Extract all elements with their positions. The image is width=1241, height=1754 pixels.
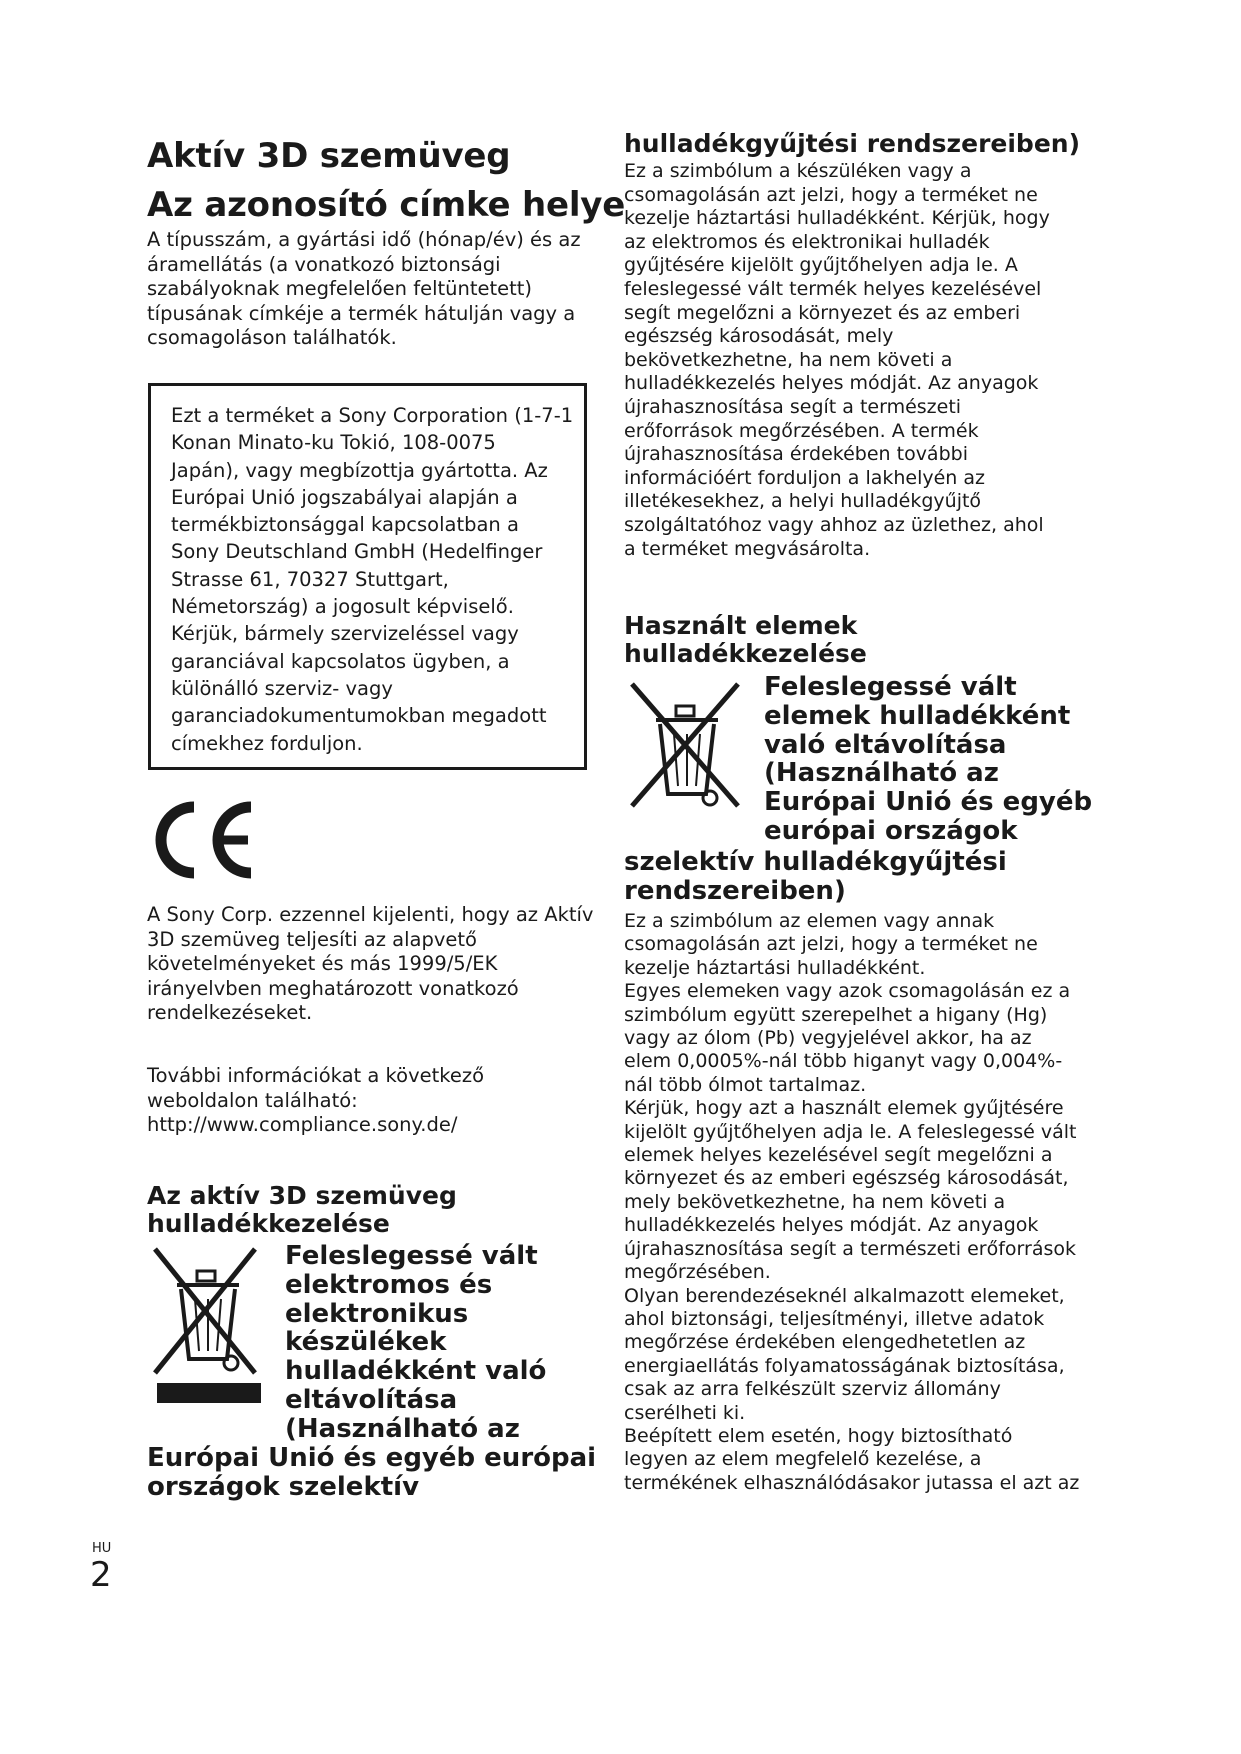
weee-heading-cont: hulladékgyűjtési rendszereiben) [624, 129, 1080, 158]
weee-bin-icon [147, 1245, 265, 1403]
battery-subheading-cont: szelektív hulladékgyűjtési rendszereiben) [624, 847, 1007, 906]
battery-bin-icon [626, 680, 746, 810]
label-location-heading: Az azonosító címke helye [147, 185, 626, 225]
glasses-disposal-heading: Az aktív 3D szemüveg hulladékkezelése [147, 1181, 457, 1238]
more-info-text: További információkat a következő weboldalon található: http://www.compliance.sony.de/ [147, 1064, 587, 1138]
weee-subheading-cont: Európai Unió és egyéb európai országok szelektív [147, 1443, 597, 1502]
label-location-text: A típusszám, a gyártási idő (hónap/év) és az áramellátás (a vonatkozó biztonsági szabályoknak megfelelően feltüntetett) típusának címkéje a termék hátulján vagy a csomagoláson találhatók. [147, 228, 581, 349]
page-title: Aktív 3D szemüveg [147, 136, 511, 176]
compliance-link[interactable]: http://www.compliance.sony.de/ [147, 1113, 458, 1136]
page-number: 2 [90, 1555, 112, 1595]
declaration-text: A Sony Corp. ezzennel kijelenti, hogy az Aktív 3D szemüveg teljesíti az alapvető követelményeket és más 1999/5/EK irányelvben meghatározott vonatkozó rendelkezéseket. [147, 903, 594, 1024]
battery-disposal-heading: Használt elemek hulladékkezelése [624, 611, 867, 668]
battery-subheading: Feleslegessé vált elemek hulladékként való eltávolítása (Használható az Európai Unió és egyéb európai országok [764, 672, 1093, 846]
manufacturer-info-box [148, 383, 587, 770]
weee-text: Ez a szimbólum a készüléken vagy a csomagolásán azt jelzi, hogy a terméket ne kezelje háztartási hulladékként. Kérjük, hogy az elektromos és elektronikai hulladék gyűjtésére kijelölt gyűjtőhelyen adja le. A feleslegessé vált termék helyes kezelésével segít megelőzni a környezet és az emberi egészség károsodását, mely bekövetkezhetne, ha nem követi a hulladékkezelés helyes módját. Az anyagok újrahasznosítása segít a természeti erőforrások megőrzésében. A termék újrahasznosítása érdekében további információért forduljon a lakhelyén az illetékesekhez, a helyi hulladékgyűjtő szolgáltatóhoz vagy ahhoz az üzlethez, ahol a terméket megvásárolta. [624, 160, 1050, 560]
weee-subheading: Feleslegessé vált elektromos és elektronikus készülékek hulladékként való eltávolítása (Használható az [285, 1241, 547, 1444]
ce-mark-icon [148, 800, 258, 880]
language-code: HU [92, 1541, 112, 1556]
manufacturer-info-text: Ezt a terméket a Sony Corporation (1-7-1 Konan Minato-ku Tokió, 108-0075 Japán), vagy megbízottja gyártotta. Az Európai Unió jogszabályai alapján a termékbiztonsággal kapcsolatban a Sony Deutschland GmbH (Hedelfinger Strasse 61, 70327 Stuttgart, Németország) a jogosult képviselő. Kérjük, bármely szervizeléssel vagy garanciával kapcsolatos ügyben, a különálló szerviz- vagy garanciadokumentumokban megadott címekhez forduljon. [171, 404, 574, 755]
battery-text: Ez a szimbólum az elemen vagy annak csomagolásán azt jelzi, hogy a terméket ne kezelje háztartási hulladékként. Egyes elemeken vagy azok csomagolásán ez a szimbólum együtt szerepelhet a higany (Hg) vagy az ólom (Pb) vegyjelével akkor, ha az elem 0,0005%-nál több higanyt vagy 0,004%- nál több ólmot tartalmaz. Kérjük, hogy azt a használt elemek gyűjtésére kijelölt gyűjtőhelyen adja le. A feleslegessé vált elemek helyes kezelésével segít megelőzni a környezet és az emberi egészség károsodását, mely bekövetkezhetne, ha nem követi a hulladékkezelés helyes módját. Az anyagok újrahasznosítása segít a természeti erőforrások megőrzésében. Olyan berendezéseknél alkalmazott elemeket, ahol biztonsági, teljesítményi, illetve adatok megőrzése érdekében elengedhetetlen az energiaellátás folyamatosságának biztosítása, csak az arra felkészült szerviz állomány cserélheti ki. Beépített elem esetén, hogy biztosítható legyen az elem megfelelő kezelése, a termékének elhasználódásakor jutassa el azt az [624, 910, 1080, 1494]
